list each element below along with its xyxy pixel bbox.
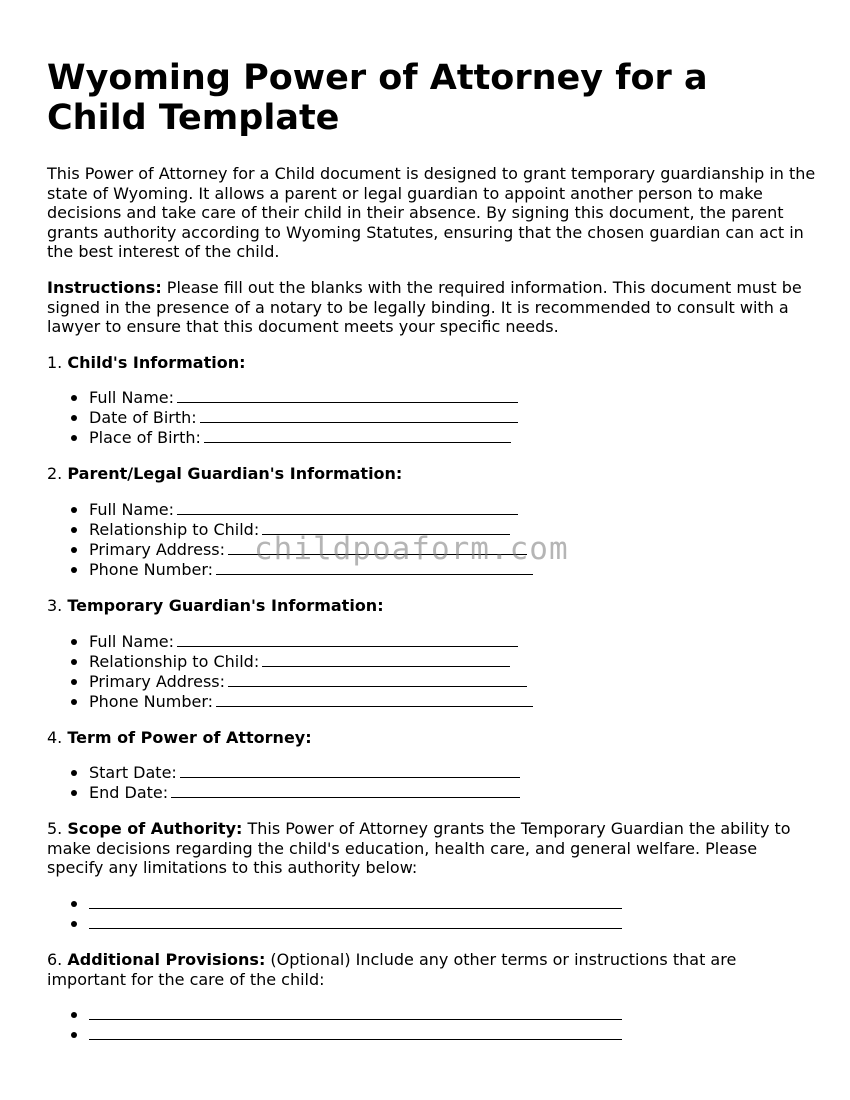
section-title: Term of Power of Attorney: [67, 727, 312, 747]
field-label: Relationship to Child: [89, 651, 260, 671]
limitation-blank-2[interactable] [89, 914, 622, 929]
field-label: Full Name: [89, 631, 175, 651]
parent-address-field [47, 540, 817, 560]
section-term-heading [47, 728, 817, 748]
section-title: Parent/Legal Guardian's Information: [67, 464, 403, 484]
section-number: 4. [47, 727, 68, 747]
temp-guardian-fields-list [47, 632, 817, 712]
section-temp-guardian-heading [47, 596, 817, 616]
limitation-line [47, 914, 817, 934]
field-label: Full Name: [89, 499, 175, 519]
instructions-label: Instructions: [47, 277, 162, 297]
instructions-text: Please fill out the blanks with the required information. This document must be signed in the presence of a notary to be legally binding. It is recommended to consult with a lawyer to ensure that this document meets your specific needs. [47, 277, 802, 337]
parent-fields-list [47, 500, 817, 580]
section-text: (Optional) Include any other terms or instructions that are important for the care of the child: [47, 949, 737, 989]
section-title: Additional Provisions: [67, 949, 266, 969]
temp-relationship-blank[interactable] [262, 652, 510, 667]
temp-phone-blank[interactable] [216, 692, 533, 707]
field-label: Date of Birth: [89, 408, 197, 428]
parent-relationship-blank[interactable] [262, 520, 510, 535]
provision-blank-2[interactable] [89, 1025, 622, 1040]
parent-phone-field [47, 560, 817, 580]
field-label: Full Name: [89, 388, 175, 408]
section-title: Temporary Guardian's Information: [67, 595, 384, 615]
child-dob-field [47, 408, 817, 428]
child-full-name-blank[interactable] [177, 388, 518, 403]
section-child-heading [47, 353, 817, 373]
temp-full-name-blank[interactable] [177, 632, 518, 647]
section-number: 6. [47, 949, 68, 969]
end-date-blank[interactable] [171, 783, 520, 798]
provision-line [47, 1025, 817, 1045]
provision-blank-1[interactable] [89, 1005, 622, 1020]
field-label: Place of Birth: [89, 428, 201, 448]
field-label: Phone Number: [89, 691, 214, 711]
child-pob-field [47, 428, 817, 448]
field-label: Start Date: [89, 763, 177, 783]
field-label: Phone Number: [89, 559, 214, 579]
document-title: Wyoming Power of Attorney for a Child Template [47, 58, 708, 138]
document-page [47, 58, 817, 1061]
section-title: Child's Information: [67, 352, 246, 372]
section-number: 3. [47, 595, 68, 615]
child-dob-blank[interactable] [200, 408, 518, 423]
temp-address-field [47, 672, 817, 692]
term-fields-list [47, 763, 817, 803]
parent-full-name-field [47, 500, 817, 520]
end-date-field [47, 783, 817, 803]
field-label: Primary Address: [89, 539, 226, 559]
scope-limitations-list [47, 894, 817, 934]
field-label: Primary Address: [89, 671, 226, 691]
instructions-paragraph [47, 278, 817, 337]
parent-relationship-field [47, 520, 817, 540]
additional-provisions-list [47, 1005, 817, 1045]
section-title: Scope of Authority: [67, 819, 243, 839]
section-number: 1. [47, 352, 68, 372]
temp-full-name-field [47, 632, 817, 652]
limitation-blank-1[interactable] [89, 894, 622, 909]
child-full-name-field [47, 388, 817, 408]
start-date-blank[interactable] [180, 763, 520, 778]
section-scope-paragraph [47, 819, 817, 878]
section-text: This Power of Attorney grants the Temporary Guardian the ability to make decisions regarding the child's education, health care, and general welfare. Please specify any limitations to this authority below: [47, 819, 791, 878]
field-label: Relationship to Child: [89, 519, 260, 539]
limitation-line [47, 894, 817, 914]
child-pob-blank[interactable] [204, 428, 511, 443]
watermark-text: childpoaform.com [254, 531, 569, 567]
start-date-field [47, 763, 817, 783]
field-label: End Date: [89, 783, 169, 803]
parent-full-name-blank[interactable] [177, 500, 518, 515]
section-number: 2. [47, 464, 68, 484]
parent-address-blank[interactable] [228, 540, 527, 555]
intro-paragraph: This Power of Attorney for a Child document is designed to grant temporary guardianship in the state of Wyoming. It allows a parent or legal guardian to appoint another person to make decisions and take care of their child in their absence. By signing this document, the parent grants authority according to Wyoming Statutes, ensuring that the chosen guardian can act in the best interest of the child. [47, 164, 816, 262]
child-fields-list [47, 388, 817, 448]
temp-address-blank[interactable] [228, 672, 527, 687]
provision-line [47, 1005, 817, 1025]
temp-relationship-field [47, 652, 817, 672]
section-number: 5. [47, 819, 68, 839]
parent-phone-blank[interactable] [216, 560, 533, 575]
section-additional-paragraph [47, 950, 817, 989]
temp-phone-field [47, 692, 817, 712]
section-parent-heading [47, 464, 817, 484]
